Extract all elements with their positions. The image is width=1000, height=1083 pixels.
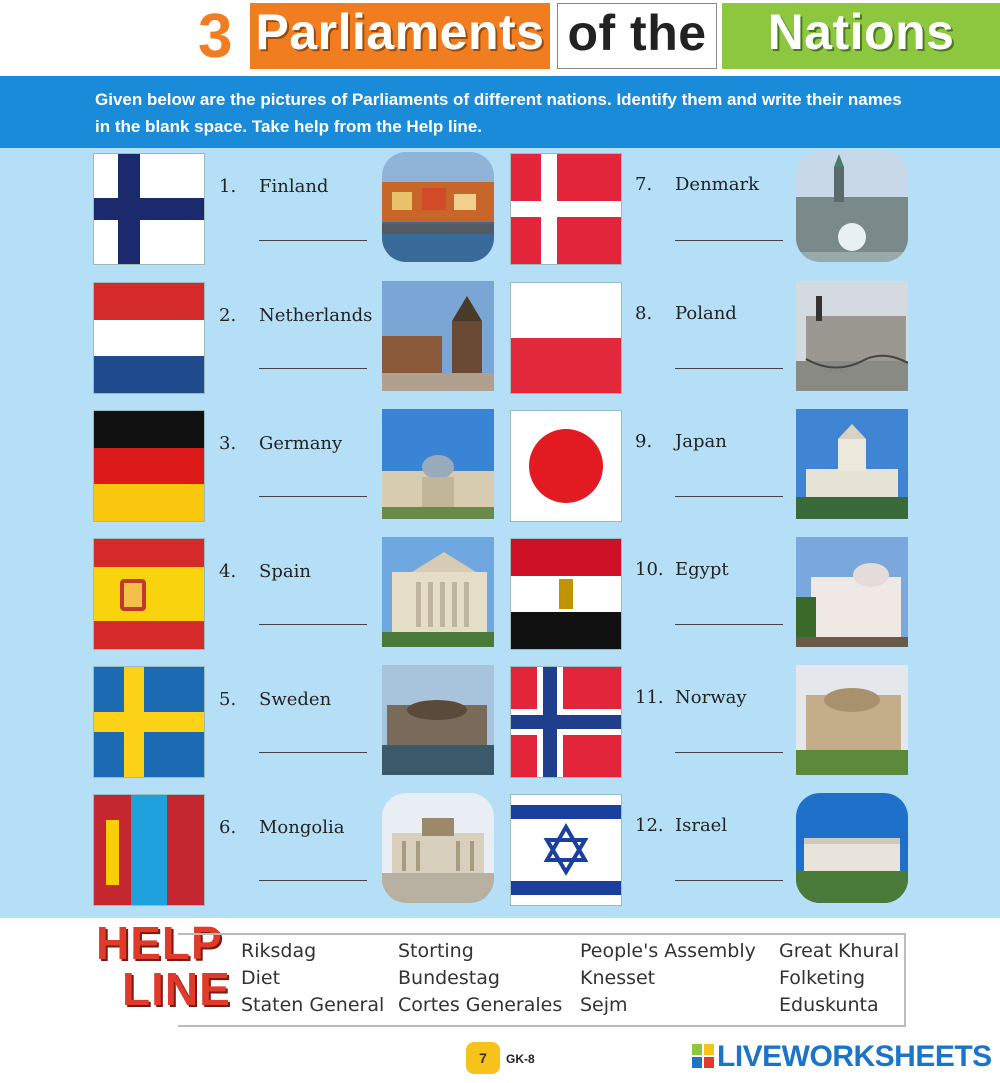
finland-flag-icon: [93, 153, 205, 265]
question-number: 2.: [219, 305, 237, 326]
spain-flag-icon: [93, 538, 205, 650]
poland-parliament-photo: [796, 281, 908, 391]
helpline-word: Staten General: [241, 994, 385, 1016]
answer-blank[interactable]: [675, 880, 783, 881]
nation-name: Mongolia: [259, 817, 345, 838]
answer-blank[interactable]: [259, 880, 367, 881]
nation-name: Netherlands: [259, 305, 373, 326]
answer-blank[interactable]: [259, 752, 367, 753]
nation-name: Poland: [675, 303, 737, 324]
question-number: 4.: [219, 561, 237, 582]
question-number: 11.: [635, 687, 664, 708]
mongolia-flag-icon: [93, 794, 205, 906]
answer-blank[interactable]: [675, 752, 783, 753]
helpline-word: Riksdag: [241, 940, 317, 962]
nation-name: Denmark: [675, 174, 759, 195]
liveworksheets-logo-icon: [692, 1044, 714, 1068]
question-number: 12.: [635, 815, 664, 836]
answer-blank[interactable]: [675, 368, 783, 369]
helpline-label-line2: LINE: [122, 963, 231, 1015]
question-number: 3.: [219, 433, 237, 454]
denmark-flag-icon: [510, 153, 622, 265]
sweden-parliament-photo: [382, 665, 494, 775]
helpline-word: Eduskunta: [779, 994, 879, 1016]
answer-blank[interactable]: [259, 368, 367, 369]
japan-flag-icon: [510, 410, 622, 522]
finland-parliament-photo: [382, 152, 494, 262]
mongolia-parliament-photo: [382, 793, 494, 903]
nation-name: Norway: [675, 687, 747, 708]
norway-flag-icon: [510, 666, 622, 778]
title-word-parliaments: Parliaments: [250, 3, 550, 69]
question-number: 6.: [219, 817, 237, 838]
question-number: 8.: [635, 303, 653, 324]
question-number: 5.: [219, 689, 237, 710]
helpline-label-line1: HELP: [96, 917, 223, 969]
answer-blank[interactable]: [259, 496, 367, 497]
israel-flag-icon: [510, 794, 622, 906]
spain-parliament-photo: [382, 537, 494, 647]
helpline-word: Cortes Generales: [398, 994, 563, 1016]
nation-name: Spain: [259, 561, 311, 582]
worksheet-panel: [0, 148, 1000, 918]
question-number: 7.: [635, 174, 653, 195]
worksheet-number: 3: [198, 2, 233, 71]
netherlands-parliament-photo: [382, 281, 494, 391]
answer-blank[interactable]: [259, 240, 367, 241]
helpline-word: People's Assembly: [580, 940, 756, 962]
denmark-parliament-photo: [796, 152, 908, 262]
helpline-word: Folketing: [779, 967, 866, 989]
germany-parliament-photo: [382, 409, 494, 519]
israel-parliament-photo: [796, 793, 908, 903]
book-code: GK-8: [506, 1052, 535, 1066]
answer-blank[interactable]: [675, 496, 783, 497]
germany-flag-icon: [93, 410, 205, 522]
title-word-of-the: of the: [557, 3, 717, 69]
question-number: 10.: [635, 559, 664, 580]
question-number: 1.: [219, 176, 237, 197]
helpline-word: Sejm: [580, 994, 628, 1016]
poland-flag-icon: [510, 282, 622, 394]
answer-blank[interactable]: [675, 240, 783, 241]
nation-name: Israel: [675, 815, 728, 836]
helpline-word: Great Khural: [779, 940, 900, 962]
sweden-flag-icon: [93, 666, 205, 778]
norway-parliament-photo: [796, 665, 908, 775]
nation-name: Sweden: [259, 689, 332, 710]
helpline-word: Storting: [398, 940, 474, 962]
title-word-nations: Nations: [722, 3, 1000, 69]
instructions-banner: [0, 76, 1000, 148]
helpline-word: Diet: [241, 967, 281, 989]
egypt-parliament-photo: [796, 537, 908, 647]
answer-blank[interactable]: [675, 624, 783, 625]
helpline-word: Knesset: [580, 967, 656, 989]
instructions-text: Given below are the pictures of Parliaments of different nations. Identify them and write their names in the blank space. Take help from the Help line.: [95, 90, 902, 136]
netherlands-flag-icon: [93, 282, 205, 394]
nation-name: Japan: [675, 431, 727, 452]
nation-name: Egypt: [675, 559, 729, 580]
japan-parliament-photo: [796, 409, 908, 519]
liveworksheets-brand[interactable]: LIVEWORKSHEETS: [717, 1040, 992, 1073]
egypt-flag-icon: [510, 538, 622, 650]
page-number-badge: 7: [466, 1042, 500, 1074]
question-number: 9.: [635, 431, 653, 452]
answer-blank[interactable]: [259, 624, 367, 625]
nation-name: Germany: [259, 433, 343, 454]
helpline-word: Bundestag: [398, 967, 500, 989]
nation-name: Finland: [259, 176, 329, 197]
